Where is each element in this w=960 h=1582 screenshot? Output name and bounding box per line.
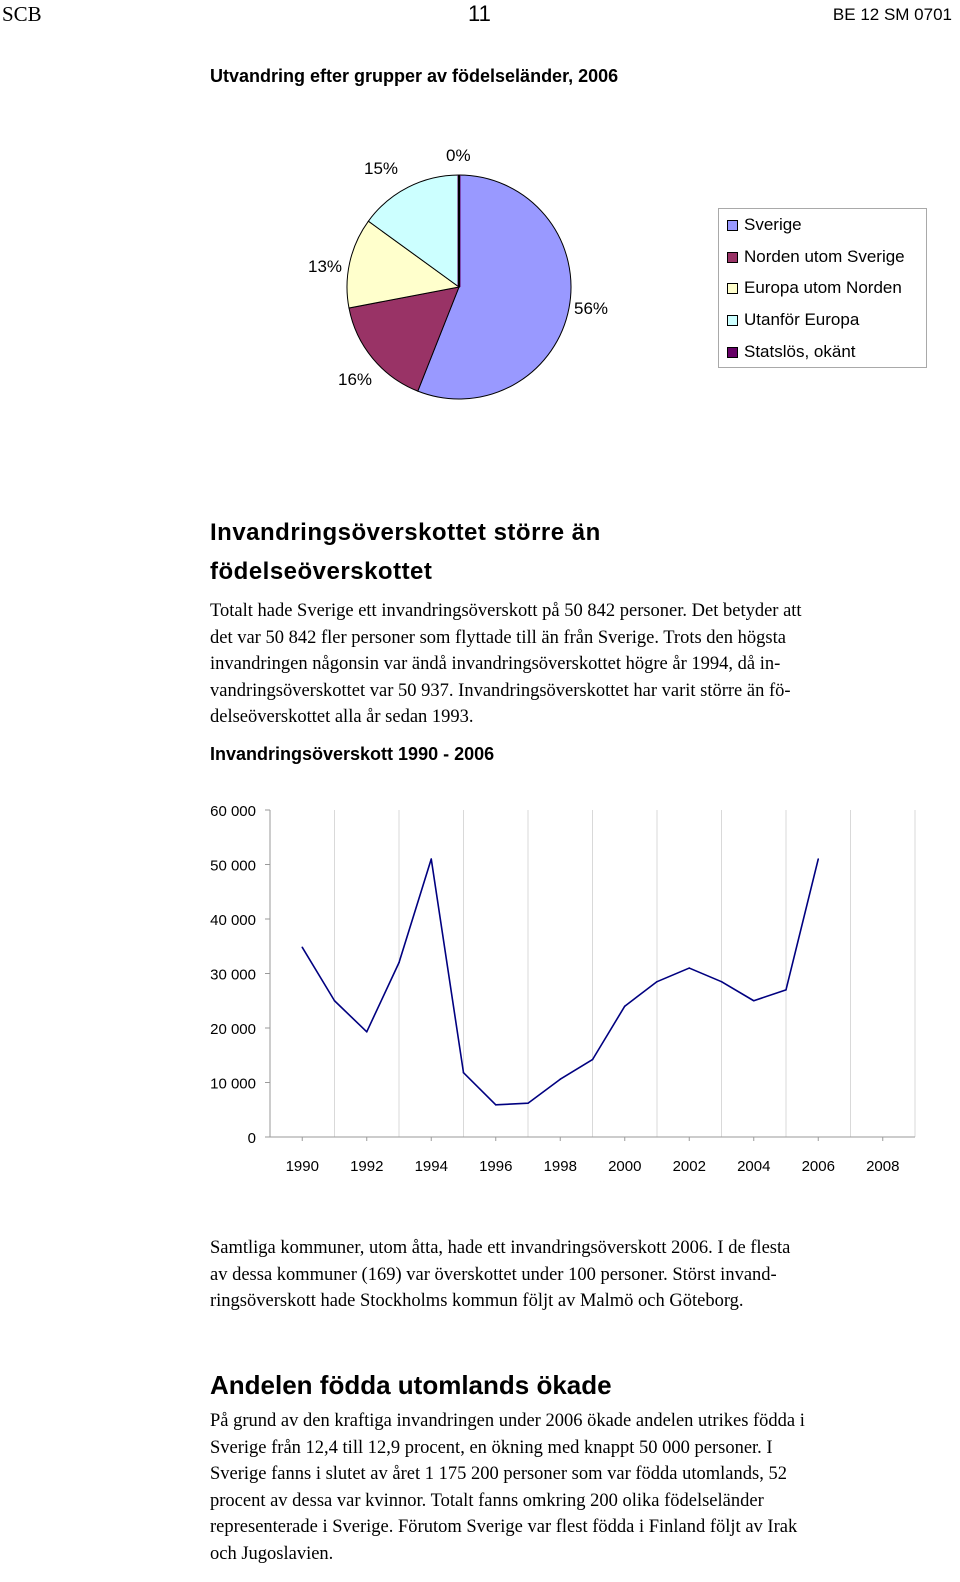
y-tick-label: 30 000 — [210, 966, 256, 984]
pie-label-utanfor: 15% — [364, 159, 399, 178]
header-right: BE 12 SM 0701 — [832, 5, 952, 24]
paragraph-3-line: representerade i Sverige. Förutom Sverige var flest födda i Finland följt av Irak — [210, 1517, 798, 1537]
x-tick-label: 2002 — [672, 1158, 706, 1175]
paragraph-3-line: Sverige från 12,4 till 12,9 procent, en ökning med knappt 50 000 personer. I — [210, 1437, 773, 1458]
y-tick-label: 10 000 — [210, 1075, 256, 1093]
legend-label-europa: Europa utom Norden — [744, 278, 902, 297]
paragraph-1-line: det var 50 842 fler personer som flyttade till än från Sverige. Trots den högsta — [210, 627, 786, 648]
legend-item-sverige — [727, 215, 802, 235]
paragraph-2-line: ringsöverskott hade Stockholms kommun följt av Malmö och Göteborg. — [210, 1291, 744, 1311]
data-point — [592, 1059, 594, 1061]
pie-legend — [718, 208, 927, 368]
y-tick-label: 40 000 — [210, 912, 256, 929]
data-point — [688, 967, 690, 969]
legend-item-utanfor — [727, 310, 859, 330]
data-point — [527, 1102, 529, 1104]
legend-item-norden — [727, 247, 905, 267]
y-tick-label: 50 000 — [210, 857, 256, 875]
line-chart-title: Invandringsöverskott 1990 - 2006 — [210, 744, 495, 764]
data-point — [334, 1000, 336, 1002]
paragraph-1 — [210, 598, 955, 731]
x-tick-label: 1996 — [479, 1158, 513, 1175]
data-point — [721, 981, 723, 983]
x-tick-label: 1994 — [414, 1158, 448, 1175]
paragraph-3 — [210, 1408, 955, 1567]
legend-swatch-utanfor — [727, 315, 738, 326]
x-tick-label: 2004 — [737, 1158, 771, 1175]
legend-swatch-europa — [727, 283, 738, 294]
section-heading-1b: födelseöverskottet — [210, 558, 433, 585]
section-heading-2: Andelen födda utomlands ökade — [210, 1370, 612, 1400]
paragraph-2-line: av dessa kommuner (169) var överskottet under 100 personer. Störst invand- — [210, 1264, 777, 1285]
data-point — [398, 962, 400, 964]
data-point — [430, 858, 432, 860]
x-tick-label: 1998 — [543, 1158, 577, 1175]
x-tick-label: 2000 — [608, 1158, 642, 1175]
x-tick-label: 2006 — [801, 1158, 835, 1175]
data-point — [785, 989, 787, 991]
data-point — [495, 1104, 497, 1106]
data-point — [817, 858, 819, 860]
x-tick-label: 1990 — [285, 1158, 319, 1175]
pie-chart-title: Utvandring efter grupper av födelseländer, 2006 — [210, 66, 619, 86]
y-tick-label: 0 — [247, 1130, 256, 1147]
data-point — [753, 1000, 755, 1002]
data-point — [559, 1078, 561, 1080]
paragraph-3-line: Sverige fanns i slutet av året 1 175 200 personer som var födda utomlands, 52 — [210, 1464, 787, 1484]
line-chart — [0, 790, 960, 1190]
pie-label-sverige: 56% — [574, 299, 609, 318]
paragraph-1-line: delseöverskottet alla år sedan 1993. — [210, 707, 474, 727]
data-point — [463, 1072, 465, 1074]
legend-swatch-statslos — [727, 347, 738, 358]
pie-label-norden: 16% — [338, 370, 373, 389]
page-number: 11 — [468, 1, 491, 26]
x-tick-label: 2008 — [866, 1158, 900, 1175]
header-left: SCB — [2, 2, 42, 26]
data-point — [656, 981, 658, 983]
paragraph-3-line: procent av dessa var kvinnor. Totalt fanns omkring 200 olika födelseländer — [210, 1490, 764, 1511]
paragraph-1-line: vandringsöverskottet var 50 937. Invandringsöverskottet har varit större än fö- — [210, 680, 791, 701]
legend-swatch-sverige — [727, 220, 738, 231]
legend-swatch-norden — [727, 252, 738, 263]
data-point — [366, 1031, 368, 1033]
paragraph-3-line: På grund av den kraftiga invandringen under 2006 ökade andelen utrikes födda i — [210, 1411, 805, 1431]
legend-label-statslos: Statslös, okänt — [744, 342, 856, 361]
data-point — [301, 947, 303, 949]
x-tick-label: 1992 — [350, 1158, 384, 1175]
legend-item-statslos — [727, 342, 856, 362]
paragraph-1-line: invandringen någonsin var ändå invandringsöverskottet högre år 1994, då in- — [210, 654, 781, 674]
y-tick-label: 20 000 — [210, 1021, 256, 1038]
pie-label-europa: 13% — [308, 257, 343, 276]
data-point — [624, 1005, 626, 1007]
legend-item-europa — [727, 278, 902, 298]
legend-label-norden: Norden utom Sverige — [744, 247, 905, 266]
data-series-line — [302, 859, 818, 1105]
legend-label-utanfor: Utanför Europa — [744, 310, 860, 329]
section-heading-1a: Invandringsöverskottet större än — [210, 519, 601, 546]
paragraph-1-line: Totalt hade Sverige ett invandringsöverskott på 50 842 personer. Det betyder att — [210, 601, 802, 621]
y-tick-label: 60 000 — [210, 803, 256, 820]
paragraph-3-line: och Jugoslavien. — [210, 1543, 334, 1564]
legend-label-sverige: Sverige — [744, 215, 802, 234]
pie-label-statslos: 0% — [446, 146, 471, 165]
paragraph-2 — [210, 1235, 955, 1315]
paragraph-2-line: Samtliga kommuner, utom åtta, hade ett invandringsöverskott 2006. I de flesta — [210, 1238, 791, 1258]
